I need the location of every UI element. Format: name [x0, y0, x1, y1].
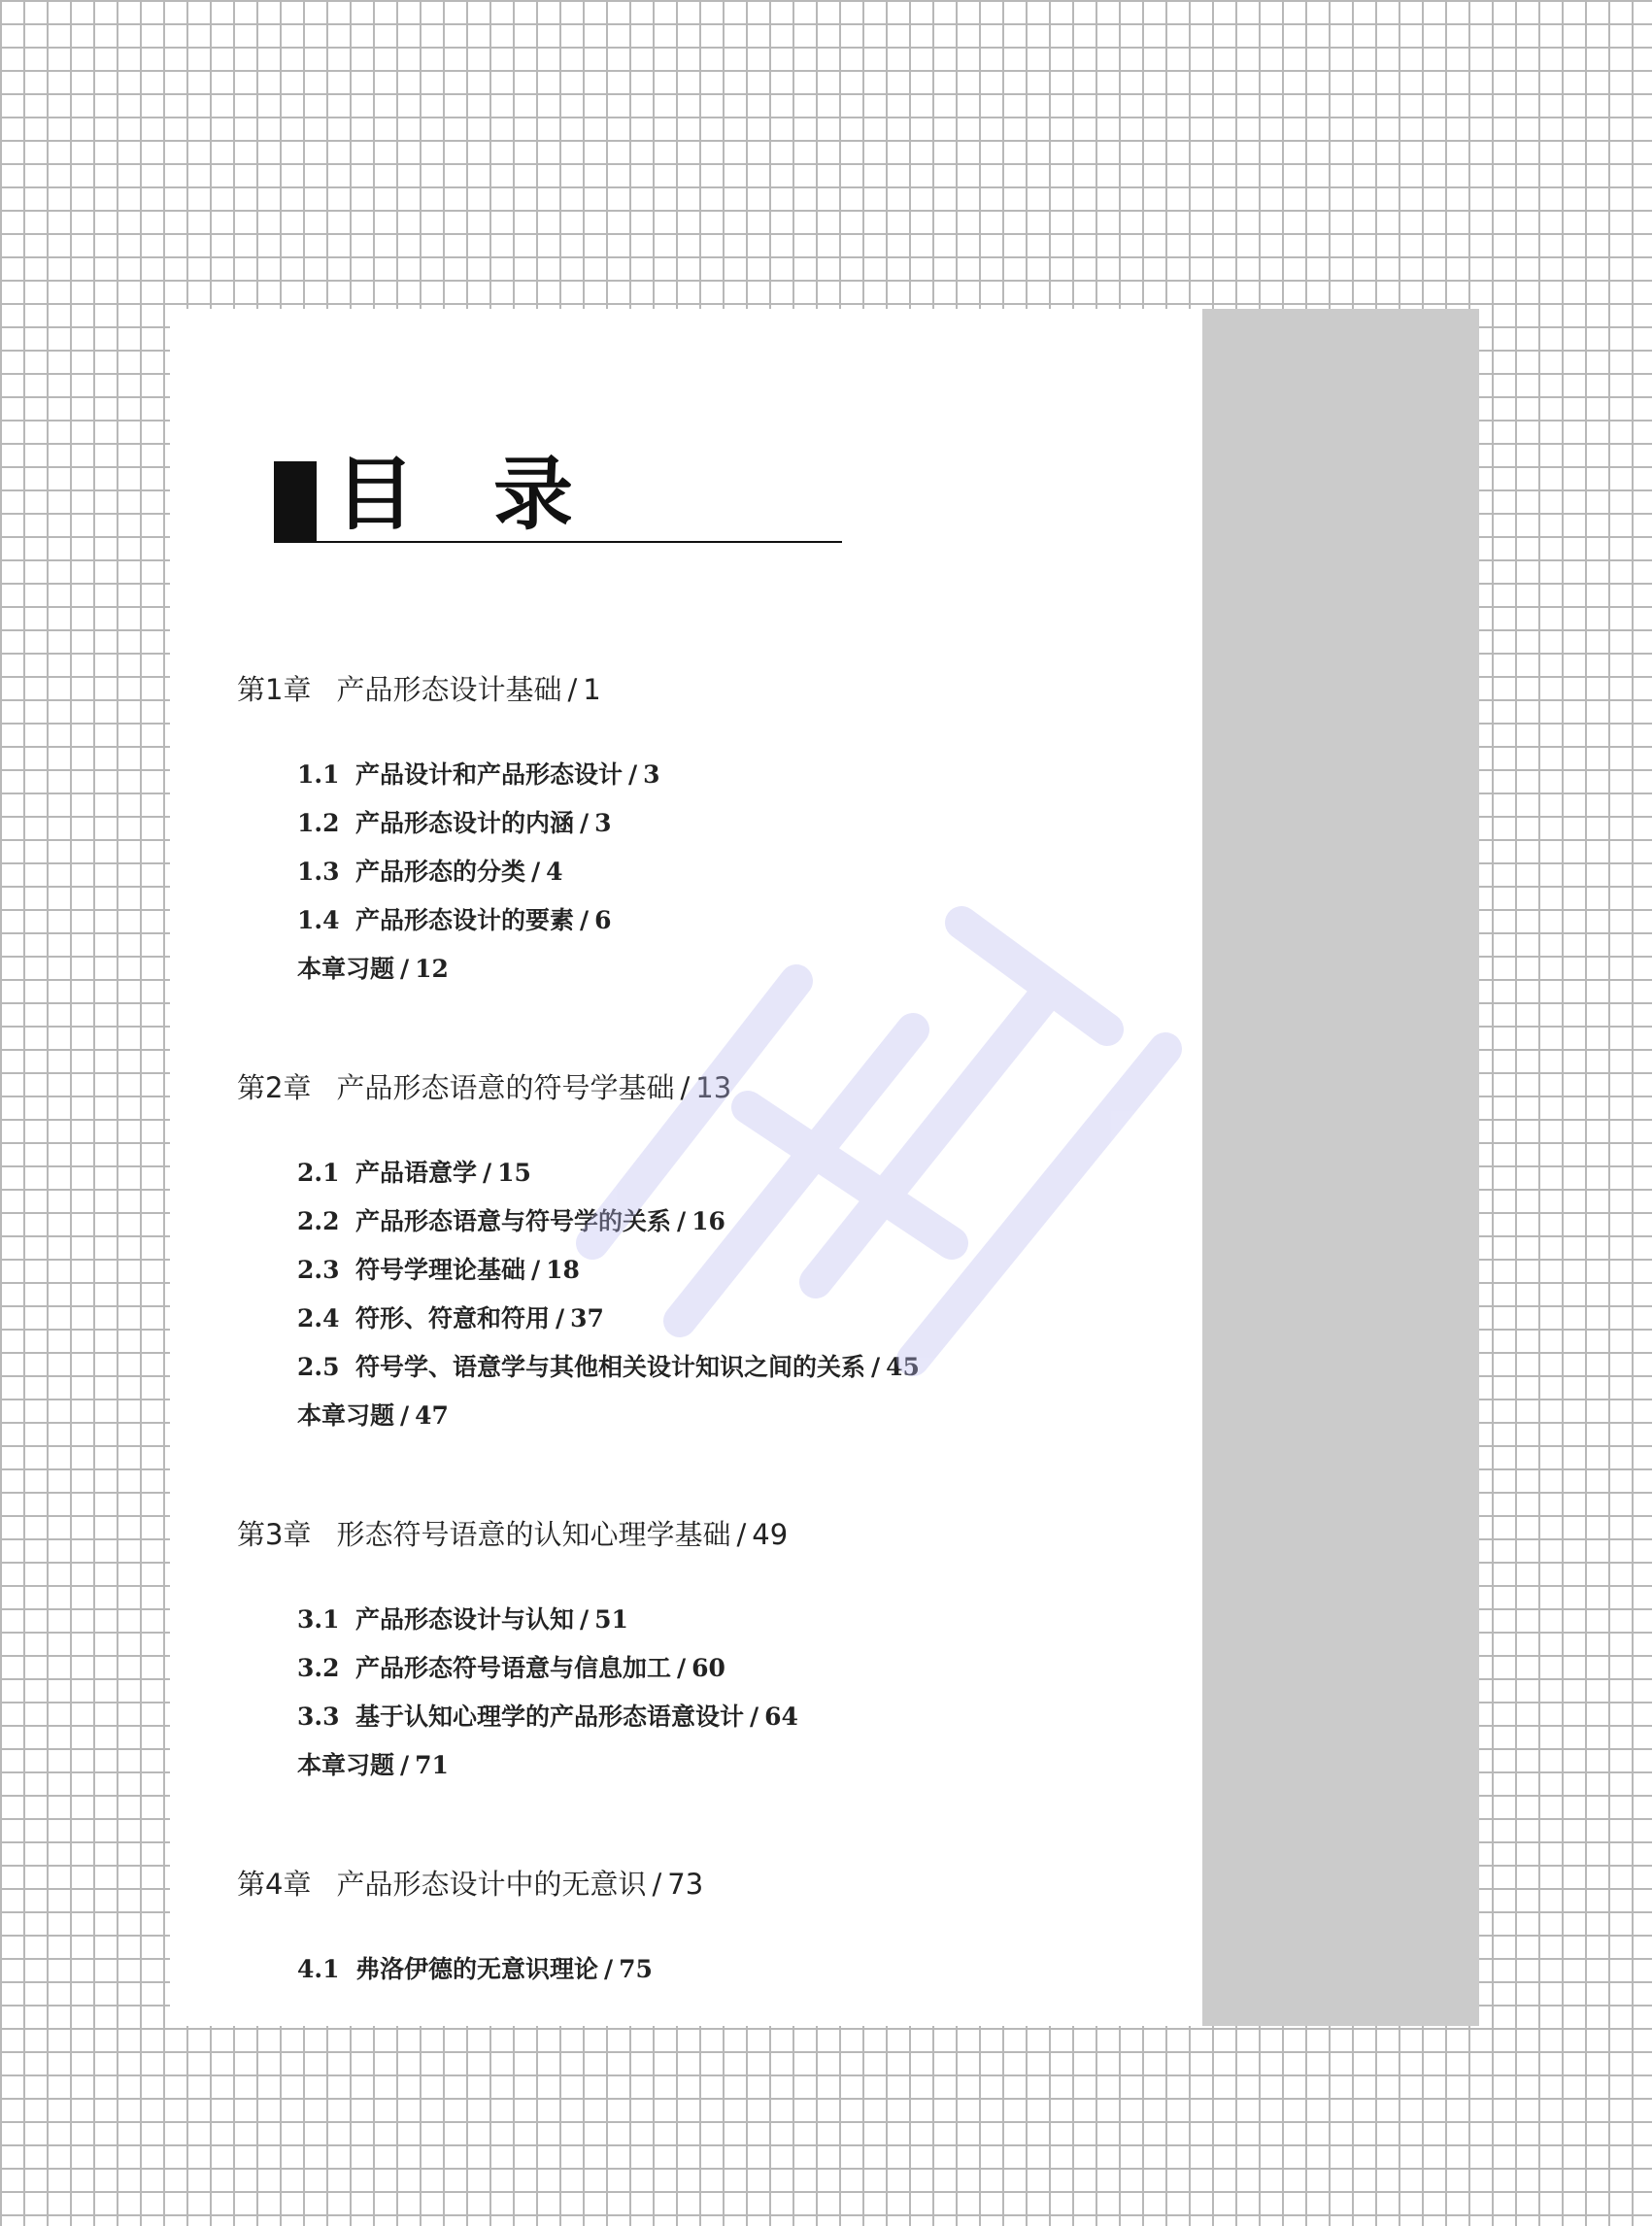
- section-title: 产品语意学: [355, 1159, 478, 1187]
- page-separator: /: [400, 955, 410, 983]
- section-number: 1.1: [297, 760, 340, 789]
- page-separator: /: [871, 1353, 881, 1381]
- section-page-number: 60: [691, 1654, 725, 1682]
- section-number: 2.3: [297, 1256, 340, 1284]
- chapter-page-number: 13: [695, 1071, 732, 1104]
- exercise-title: 本章习题: [297, 1401, 395, 1430]
- chapter-title: 形态符号语意的认知心理学基础: [336, 1518, 731, 1551]
- toc-entry-exercises[interactable]: [297, 1748, 449, 1783]
- toc-title-char-2: 录: [493, 449, 574, 541]
- section-page-number: 37: [570, 1304, 604, 1332]
- page-separator: /: [531, 858, 541, 886]
- section-page-number: 6: [594, 906, 612, 934]
- toc-entry[interactable]: [297, 758, 660, 793]
- page-separator: /: [400, 1751, 410, 1779]
- chapter-title: 产品形态设计基础: [336, 673, 562, 706]
- toc-entry[interactable]: [297, 1651, 725, 1686]
- exercise-page-number: 12: [415, 955, 449, 983]
- toc-entry[interactable]: [297, 855, 563, 890]
- section-page-number: 51: [594, 1605, 628, 1634]
- toc-entry-exercises[interactable]: [297, 952, 449, 987]
- toc-entry[interactable]: [297, 1602, 628, 1637]
- page-separator: /: [400, 1401, 410, 1430]
- chapter-page-number: 49: [752, 1518, 789, 1551]
- page-separator: /: [750, 1703, 759, 1731]
- page-separator: /: [677, 1207, 687, 1235]
- page-separator: /: [736, 1518, 747, 1551]
- section-number: 1.3: [297, 858, 340, 886]
- chapter-3-heading[interactable]: [237, 1515, 788, 1554]
- section-number: 4.1: [297, 1955, 340, 1983]
- page-separator: /: [652, 1868, 662, 1901]
- section-title: 产品形态的分类: [355, 858, 526, 886]
- page-separator: /: [680, 1071, 691, 1104]
- side-band: [1202, 309, 1479, 2026]
- page-separator: /: [677, 1654, 687, 1682]
- page-separator: /: [580, 809, 590, 837]
- section-page-number: 45: [886, 1353, 920, 1381]
- page-separator: /: [483, 1159, 492, 1187]
- section-title: 产品设计和产品形态设计: [355, 760, 624, 789]
- section-page-number: 18: [546, 1256, 580, 1284]
- chapter-label: 第4章: [237, 1868, 312, 1901]
- section-title: 符形、符意和符用: [355, 1304, 551, 1332]
- section-title: 产品形态设计与认知: [355, 1605, 575, 1634]
- section-title: 基于认知心理学的产品形态语意设计: [355, 1703, 745, 1731]
- toc-entry[interactable]: [297, 1253, 580, 1288]
- page-separator: /: [567, 673, 578, 706]
- toc-entry-exercises[interactable]: [297, 1399, 449, 1433]
- exercise-title: 本章习题: [297, 1751, 395, 1779]
- chapter-1-heading[interactable]: [237, 670, 601, 709]
- exercise-page-number: 47: [415, 1401, 449, 1430]
- section-number: 2.5: [297, 1353, 340, 1381]
- section-page-number: 3: [594, 809, 612, 837]
- toc-entry[interactable]: [297, 1700, 798, 1735]
- section-number: 1.2: [297, 809, 340, 837]
- chapter-label: 第1章: [237, 673, 312, 706]
- section-number: 3.2: [297, 1654, 340, 1682]
- toc-entry[interactable]: [297, 903, 612, 938]
- toc-entry[interactable]: [297, 1301, 604, 1336]
- chapter-title: 产品形态语意的符号学基础: [336, 1071, 675, 1104]
- section-number: 3.3: [297, 1703, 340, 1731]
- section-title: 符号学理论基础: [355, 1256, 526, 1284]
- toc-entry[interactable]: [297, 1156, 531, 1191]
- section-number: 2.4: [297, 1304, 340, 1332]
- page-separator: /: [556, 1304, 565, 1332]
- section-number: 1.4: [297, 906, 340, 934]
- title-underline: [274, 541, 842, 543]
- toc-entry[interactable]: [297, 1350, 920, 1385]
- chapter-label: 第2章: [237, 1071, 312, 1104]
- page-separator: /: [531, 1256, 541, 1284]
- section-number: 2.2: [297, 1207, 340, 1235]
- section-title: 弗洛伊德的无意识理论: [355, 1955, 599, 1983]
- toc-title-char-1: 目: [335, 449, 416, 541]
- chapter-page-number: 73: [667, 1868, 704, 1901]
- toc-entry[interactable]: [297, 1952, 653, 1987]
- section-title: 产品形态设计的内涵: [355, 809, 575, 837]
- section-title: 产品形态符号语意与信息加工: [355, 1654, 672, 1682]
- section-page-number: 15: [497, 1159, 531, 1187]
- exercise-title: 本章习题: [297, 955, 395, 983]
- section-page-number: 64: [764, 1703, 798, 1731]
- chapter-label: 第3章: [237, 1518, 312, 1551]
- section-number: 2.1: [297, 1159, 340, 1187]
- section-number: 3.1: [297, 1605, 340, 1634]
- chapter-2-heading[interactable]: [237, 1068, 731, 1107]
- page-separator: /: [580, 906, 590, 934]
- section-title: 产品形态语意与符号学的关系: [355, 1207, 672, 1235]
- title-marker-block: [274, 461, 317, 543]
- section-page-number: 3: [643, 760, 660, 789]
- chapter-title: 产品形态设计中的无意识: [336, 1868, 647, 1901]
- section-page-number: 4: [546, 858, 563, 886]
- page-separator: /: [628, 760, 638, 789]
- section-title: 符号学、语意学与其他相关设计知识之间的关系: [355, 1353, 866, 1381]
- toc-entry[interactable]: [297, 806, 612, 841]
- chapter-4-heading[interactable]: [237, 1865, 703, 1904]
- page-separator: /: [580, 1605, 590, 1634]
- toc-entry[interactable]: [297, 1204, 725, 1239]
- page-separator: /: [604, 1955, 614, 1983]
- chapter-page-number: 1: [583, 673, 601, 706]
- section-page-number: 75: [619, 1955, 653, 1983]
- section-page-number: 16: [691, 1207, 725, 1235]
- section-title: 产品形态设计的要素: [355, 906, 575, 934]
- exercise-page-number: 71: [415, 1751, 449, 1779]
